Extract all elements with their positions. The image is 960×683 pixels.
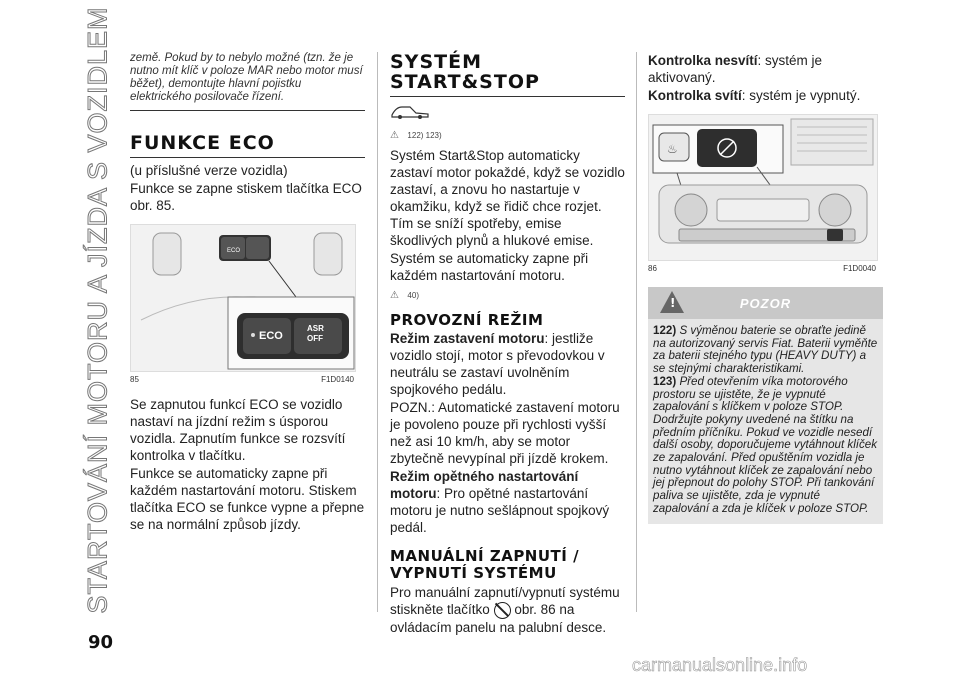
paragraph xyxy=(648,87,883,104)
warning-item xyxy=(653,376,878,516)
heading-provozni-rezim: PROVOZNÍ REŽIM xyxy=(390,311,544,329)
svg-text:ASR: ASR xyxy=(307,324,324,333)
warning-icon: ⚠ xyxy=(390,130,399,141)
figure-code: F1D0040 xyxy=(843,264,876,273)
text: Pro manuální zapnutí/vypnutí systému stiskněte tlačítko xyxy=(390,585,620,617)
column-divider xyxy=(636,52,637,612)
bold-term: Kontrolka nesvítí xyxy=(648,53,758,68)
heading-manualni-zapnuti: MANUÁLNÍ ZAPNUTÍ / xyxy=(390,547,580,565)
text: : systém je aktivovaný. xyxy=(648,53,823,85)
figure-code: F1D0140 xyxy=(321,375,354,384)
paragraph: Funkce se automaticky zapne při každém nastartování motoru. Stiskem tlačítka ECO se funkce vypne a přepne se na normální způsob jízdy. xyxy=(130,466,365,532)
paragraph: Se zapnutou funkcí ECO se vozidlo nastaví na jízdní režim s úsporou vozidla. Zapnutím funkce se rozsvítí kontrolka v tlačítku. xyxy=(130,397,346,463)
pozor-body xyxy=(648,319,883,524)
warning-item xyxy=(653,325,878,376)
paragraph xyxy=(648,52,883,86)
svg-text:OFF: OFF xyxy=(307,334,323,343)
column-2 xyxy=(390,52,625,636)
heading-vypnuti-systemu: VYPNUTÍ SYSTÉMU xyxy=(390,564,557,582)
column-divider xyxy=(377,52,378,612)
svg-text:♨: ♨ xyxy=(667,142,678,156)
warning-text: Před otevřením víka motorového prostoru se ujistěte, že je vypnuté zapalování s klíčkem v poloze STOP. Dodržujte pokyny uvedené na štítku na předním příčníku. Pokud ve vozidle nesedí další osoby, doporučujeme vytáhnout klíček ze zapalování. Před opuštěním vozidla je nutno vytáhnout klíček ze zapalování nebo jej přepnout do polohy STOP. Při tankování paliva se ujistěte, zda je vypnuté zapalování a zda je klíček v poloze STOP. xyxy=(653,374,878,515)
heading-rule xyxy=(130,157,365,158)
pozor-title: POZOR xyxy=(739,296,792,311)
ref-line xyxy=(390,285,625,303)
section-sidebar-title xyxy=(78,6,118,614)
figure-number: 86 xyxy=(648,264,657,273)
eco-button-illustration xyxy=(131,225,355,371)
start-stop-off-icon xyxy=(494,602,511,619)
paragraph xyxy=(390,330,625,398)
continued-note: země. Pokud by to nebylo možné (tzn. že je nutno mít klíč v poloze MAR nebo motor musí běžet), demontujte hlavní pojistku elektrického posilovače řízení. xyxy=(130,52,365,111)
text: : systém je vypnutý. xyxy=(741,88,861,103)
figure-86 xyxy=(648,114,878,261)
paragraph: Systém Start&Stop automaticky zastaví motor pokaždé, když se vozidlo zastaví, a znovu ho nastartuje v okamžiku, když se řidič chce rozjet. Tím se sníží spotřeby, emise škodlivých plynů a hlukové emise. xyxy=(390,148,625,248)
eco-car-icon xyxy=(390,103,625,124)
heading-funkce-eco: FUNKCE ECO xyxy=(130,132,275,154)
paragraph: Systém se automaticky zapne při každém nastartování motoru. xyxy=(390,251,589,283)
column-1 xyxy=(130,52,365,533)
text: : Pro opětné nastartování motoru je nutno sešlápnout spojkový pedál. xyxy=(390,486,610,535)
bold-term: Režim opětného nastartování motoru xyxy=(390,469,579,501)
text: : jestliže vozidlo stojí, motor s převodovkou v neutrálu se zastaví uvolněním spojkového pedálu. xyxy=(390,331,605,397)
warning-text: S výměnou baterie se obraťte jedině na autorizovaný servis Fiat. Baterii vyměňte za baterii stejného typu (HEAVY DUTY) a se stejnými charakteristikami. xyxy=(653,324,878,376)
warning-ref: 123) xyxy=(653,374,677,388)
figure-caption xyxy=(130,375,354,384)
heading-system: SYSTÉM xyxy=(390,51,482,73)
heading-start-stop: START&STOP xyxy=(390,71,540,93)
page-number: 90 xyxy=(88,632,114,653)
section-title-text: STARTOVÁNÍ MOTORU A JÍZDA S VOZIDLEM xyxy=(82,6,113,614)
pozor-warning-box xyxy=(648,287,883,524)
warning-ref: 122) xyxy=(653,324,677,337)
watermark: carmanualsonline.info xyxy=(632,655,808,675)
warning-icon: ⚠ xyxy=(390,290,399,301)
paragraph xyxy=(390,584,625,636)
column-3 xyxy=(648,52,883,524)
paragraph: Funkce se zapne stiskem tlačítka ECO obr. 85. xyxy=(130,181,362,213)
figure-85 xyxy=(130,224,356,372)
paragraph: POZN.: Automatické zastavení motoru je povoleno pouze při rychlosti vyšší než asi 10 km/h, aby se motor zbytečně nevypínal při jízdě krokem. xyxy=(390,400,620,466)
eco-label: ECO xyxy=(259,330,283,342)
figure-number: 85 xyxy=(130,375,139,384)
ref-line xyxy=(390,125,625,143)
refs: 122) 123) xyxy=(407,131,442,140)
heading-rule xyxy=(390,96,625,97)
bold-term: Kontrolka svítí xyxy=(648,88,742,103)
figure-caption xyxy=(648,264,876,273)
paragraph: (u příslušné verze vozidla) xyxy=(130,163,288,178)
bold-term: Režim zastavení motoru xyxy=(390,331,545,346)
refs: 40) xyxy=(407,291,419,300)
paragraph xyxy=(390,468,625,536)
dashboard-panel-illustration xyxy=(649,115,877,260)
pozor-header xyxy=(648,287,883,319)
text: obr. 86 na ovládacím panelu na palubní desce. xyxy=(390,602,607,635)
eco-small-label: ECO xyxy=(227,248,241,254)
